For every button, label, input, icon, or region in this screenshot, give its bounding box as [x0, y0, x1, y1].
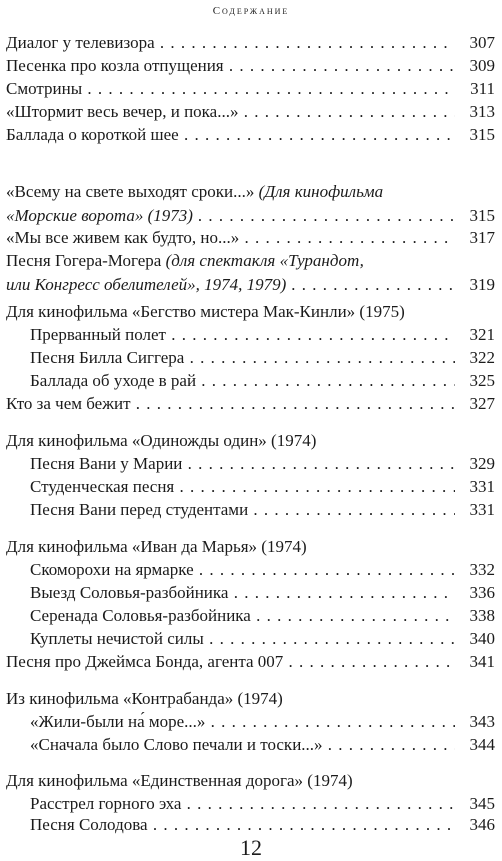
toc-entry-title: Смотрины . . .: [6, 78, 455, 100]
toc-entry-page: 341: [469, 652, 495, 671]
toc-entry-title: Баллада о короткой шее . . .: [6, 124, 455, 146]
toc-entry-page: 319: [469, 275, 495, 294]
toc-entry-title: Песня Вани у Марии . . .: [30, 453, 455, 475]
toc-entry-title: Расстрел горного эха . . .: [30, 793, 455, 815]
toc-entry-page: 344: [469, 735, 495, 754]
section-heading: Для кинофильма «Одиножды один» (1974): [6, 431, 317, 450]
toc-entry: [6, 711, 495, 735]
toc-entry-page: 346: [469, 815, 495, 834]
toc-entry-page: 311: [470, 79, 495, 98]
toc-entry: [6, 324, 495, 348]
toc-entry-title-line: [6, 181, 383, 203]
toc-entry: [6, 476, 495, 500]
toc-entry-title: «Мы все живем как будто, но...» . . .: [6, 227, 455, 249]
toc-entry-page: 307: [469, 33, 495, 52]
toc-entry-page: 315: [469, 125, 495, 144]
toc-entry: [6, 32, 495, 56]
toc-entry-note: (Для кинофильма: [258, 182, 384, 201]
toc-entry-title: Песенка про козла отпущения . . .: [6, 55, 455, 77]
toc-entry-page: 331: [469, 477, 495, 496]
toc-entry-page: 340: [469, 629, 495, 648]
toc-entry-page: 321: [469, 325, 495, 344]
toc-entry-page: 329: [469, 454, 495, 473]
toc-entry-title: Кто за чем бежит . . .: [6, 393, 455, 415]
toc-entry-title: Прерванный полет . . .: [30, 324, 455, 346]
toc-entry-page: 309: [469, 56, 495, 75]
toc-entry-title: Серенада Соловья-разбойника . . .: [30, 605, 455, 627]
toc-entry: [6, 393, 495, 417]
toc-entry: [6, 453, 495, 477]
toc-entry: [6, 628, 495, 652]
toc-entry: [6, 78, 495, 102]
toc-entry-title-line: [6, 250, 364, 272]
toc-entry-multiline: [6, 181, 495, 229]
section-heading: Из кинофильма «Контрабанда» (1974): [6, 689, 283, 708]
toc-entry-note: (для спектакля «Турандот,: [165, 251, 364, 270]
toc-entry-title: «Жили-были на́ море...» . . .: [30, 711, 455, 733]
running-header: Содержание: [212, 5, 290, 17]
toc-entry-title: Выезд Соловья-разбойника . . .: [30, 582, 455, 604]
toc-entry-title: «Всему на свете выходят сроки...»: [6, 182, 255, 201]
toc-entry-page: 338: [469, 606, 495, 625]
toc-entry: [6, 55, 495, 79]
toc-entry: [6, 499, 495, 523]
toc-entry-note-cont: или Конгресс обелителей», 1974, 1979) . . .: [6, 274, 455, 296]
toc-entry: [6, 651, 495, 675]
toc-entry: [6, 605, 495, 629]
toc-entry-page: 331: [469, 500, 495, 519]
toc-entry-page: 315: [469, 206, 495, 225]
toc-entry-multiline: [6, 250, 495, 298]
toc-entry: [6, 124, 495, 148]
toc-entry-title: «Сначала было Слово печали и тоски...» . . .: [30, 734, 455, 756]
toc-entry-page: 313: [469, 102, 495, 121]
toc-entry-title: Песня Гогера-Могера: [6, 251, 162, 270]
toc-entry: [6, 559, 495, 583]
toc-entry-page: 332: [469, 560, 495, 579]
toc-entry: [6, 347, 495, 371]
toc-entry-title: Песня Вани перед студентами . . .: [30, 499, 455, 521]
toc-entry: [6, 582, 495, 606]
toc-entry: [6, 227, 495, 251]
toc-entry-title: Песня про Джеймса Бонда, агента 007 . . .: [6, 651, 455, 673]
section-heading: Для кинофильма «Единственная дорога» (1974): [6, 771, 353, 790]
toc-entry-page: 322: [469, 348, 495, 367]
section-heading: Для кинофильма «Иван да Марья» (1974): [6, 537, 307, 556]
toc-entry-note-cont: «Морские ворота» (1973) . . .: [6, 205, 455, 227]
toc-entry-title: Куплеты нечистой силы . . .: [30, 628, 455, 650]
toc-entry: [6, 370, 495, 394]
toc-entry-page: 317: [469, 228, 495, 247]
toc-entry: [6, 734, 495, 758]
toc-entry-title: Скоморохи на ярмарке . . .: [30, 559, 455, 581]
page-number: 12: [240, 835, 262, 860]
section-heading: Для кинофильма «Бегство мистера Мак-Кинли» (1975): [6, 302, 405, 321]
toc-entry-page: 343: [469, 712, 495, 731]
toc-entry-title: Студенческая песня . . .: [30, 476, 455, 498]
toc-entry-page: 336: [469, 583, 495, 602]
toc-entry-title: Диалог у телевизора . . .: [6, 32, 455, 54]
toc-entry-page: 325: [469, 371, 495, 390]
toc-entry-title: Баллада об уходе в рай . . .: [30, 370, 455, 392]
toc-entry-page: 327: [469, 394, 495, 413]
toc-entry-title: Песня Билла Сиггера . . .: [30, 347, 455, 369]
toc-entry-page: 345: [469, 794, 495, 813]
toc-entry-title: Песня Солодова . . .: [30, 814, 455, 836]
toc-entry-title: «Штормит весь вечер, и пока...» . . .: [6, 101, 455, 123]
toc-entry: [6, 101, 495, 125]
